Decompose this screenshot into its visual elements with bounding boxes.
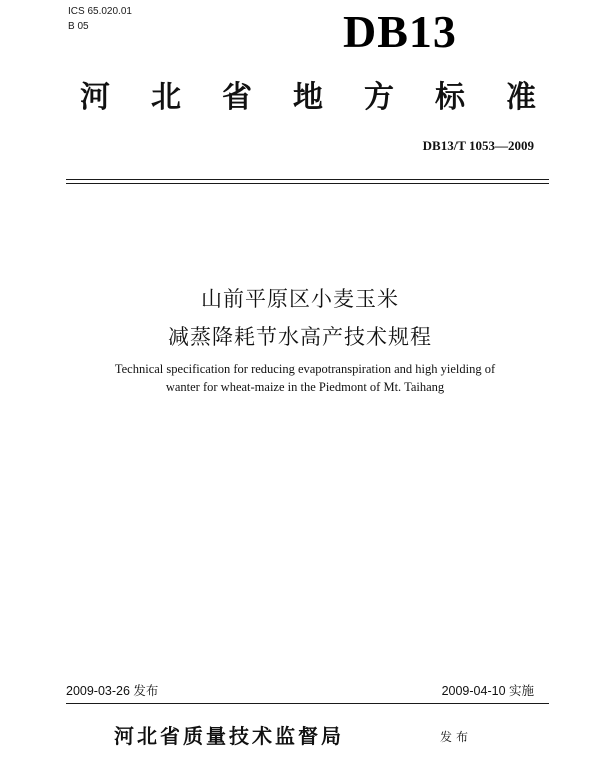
standard-type-title <box>80 78 536 118</box>
issuing-authority: 河北省质量技术监督局 <box>114 724 344 748</box>
issuing-authority-suffix: 发布 <box>440 730 473 744</box>
standard-type-char: 河 <box>80 80 110 115</box>
standard-type-char: 准 <box>506 80 536 115</box>
header-divider <box>66 179 549 180</box>
standard-type-char: 地 <box>293 80 323 115</box>
ics-code: ICS 65.020.01 <box>68 6 132 17</box>
standard-type-char: 北 <box>151 80 181 115</box>
implementation-date: 2009-04-10 实施 <box>441 684 534 698</box>
chinese-title-line-2: 减蒸降耗节水高产技术规程 <box>168 325 432 349</box>
ccs-code: B 05 <box>68 21 89 32</box>
standard-number: DB13/T 1053—2009 <box>422 138 534 153</box>
english-title-line-2: wanter for wheat-maize in the Piedmont of Mt. Taihang <box>165 380 445 394</box>
english-title-line-1: Technical specification for reducing evapotranspiration and high yielding of <box>114 362 496 376</box>
footer-divider <box>66 703 549 704</box>
chinese-title-line-1: 山前平原区小麦玉米 <box>201 287 399 311</box>
header-divider-secondary <box>66 183 549 184</box>
standard-type-char: 省 <box>222 80 252 115</box>
standard-logo: DB13 <box>343 6 457 57</box>
standard-type-char: 方 <box>364 80 394 115</box>
issue-date: 2009-03-26 发布 <box>66 684 159 698</box>
standard-type-char: 标 <box>435 80 465 115</box>
